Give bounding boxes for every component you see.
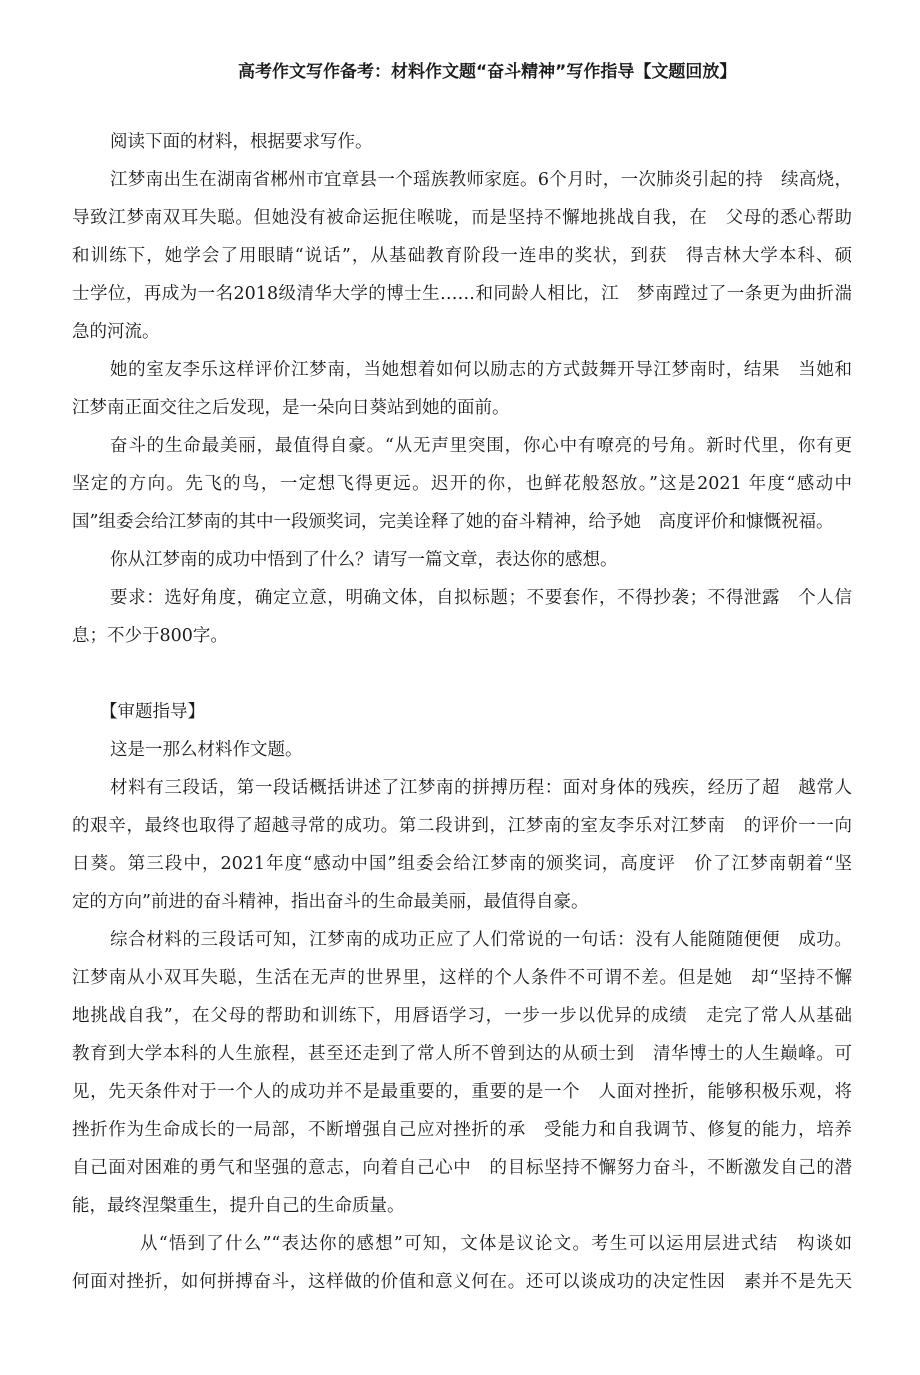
paragraph xyxy=(72,773,852,925)
paragraph xyxy=(72,355,852,431)
text-line: 日葵。第三段中，2021年度“感动中国”组委会给江梦南的颁奖词，高度评 价了江梦南朝着“坚 xyxy=(72,854,852,874)
paragraph xyxy=(72,1229,852,1305)
paragraph xyxy=(72,431,852,545)
blank-line xyxy=(72,659,852,697)
text-line: 材料有三段话，第一段话概括讲述了江梦南的拼搏历程：面对身体的残疾，经历了超 越常人 xyxy=(110,778,852,798)
document-body xyxy=(72,127,852,1305)
text-line: 的艰辛，最终也取得了超越寻常的成功。第二段讲到，江梦南的室友李乐对江梦南 的评价一一向 xyxy=(72,816,852,836)
page-title: 高考作文写作备考：材料作文题“奋斗精神”写作指导【文题回放】 xyxy=(238,62,737,82)
paragraph xyxy=(72,583,852,659)
paragraph xyxy=(72,735,852,773)
text-line: 综合材料的三段话可知，江梦南的成功正应了人们常说的一句话：没有人能随随便便 成功。 xyxy=(110,930,852,950)
text-line: 江梦南从小双耳失聪，生活在无声的世界里，这样的个人条件不可谓不差。但是她 却“坚持不懈 xyxy=(72,968,852,988)
text-line: 江梦南正面交往之后发现，是一朵向日葵站到她的面前。 xyxy=(72,398,510,418)
text-line: 何面对挫折，如何拼搏奋斗，这样做的价值和意义何在。还可以谈成功的决定性因 素并不是先天 xyxy=(72,1272,852,1292)
text-line: 从“悟到了什么”“表达你的感想”可知，文体是议论文。考生可以运用层进式结 构谈如 xyxy=(140,1234,852,1254)
text-line: 定的方向”前进的奋斗精神，指出奋斗的生命最美丽，最值得自豪。 xyxy=(72,892,589,912)
paragraph xyxy=(72,165,852,355)
text-line: 自己面对困难的勇气和坚强的意志，向着自己心中 的目标坚持不懈努力奋斗，不断激发自己的潜 xyxy=(72,1158,852,1178)
text-line: 【审题指导】 xyxy=(100,702,205,722)
text-line: 导致江梦南双耳失聪。但她没有被命运扼住喉咙，而是坚持不懈地挑战自我，在 父母的悉心帮助 xyxy=(72,208,852,228)
text-line: 能，最终涅槃重生，提升自己的生命质量。 xyxy=(72,1196,405,1216)
text-line: 和训练下，她学会了用眼睛“说话”，从基础教育阶段一连串的奖状，到获 得吉林大学本科、硕 xyxy=(72,246,852,266)
text-line: 坚定的方向。先飞的鸟，一定想飞得更远。迟开的你，也鲜花般怒放。”这是2021 年度“感动中 xyxy=(72,474,852,494)
text-line: 士学位，再成为一名2018级清华大学的博士生……和同龄人相比，江 梦南蹚过了一条更为曲折湍 xyxy=(72,284,852,304)
paragraph xyxy=(72,545,852,583)
text-line: 教育到大学本科的人生旅程，甚至还走到了常人所不曾到达的从硕士到 清华博士的人生巅峰。可 xyxy=(72,1044,852,1064)
text-line: 国”组委会给江梦南的其中一段颁奖词，完美诠释了她的奋斗精神，给予她 高度评价和慷慨祝福。 xyxy=(72,512,834,532)
text-line: 急的河流。 xyxy=(72,322,160,342)
text-line: 挫折作为生命成长的一局部，不断增强自己应对挫折的承 受能力和自我调节、修复的能力，培养 xyxy=(72,1120,852,1140)
text-line: 江梦南出生在湖南省郴州市宜章县一个瑶族教师家庭。6个月时，一次肺炎引起的持 续高烧， xyxy=(110,170,852,190)
text-line: 要求：选好角度，确定立意，明确文体，自拟标题；不要套作，不得抄袭；不得泄露 个人信 xyxy=(110,588,852,608)
text-line: 息；不少于800字。 xyxy=(72,626,228,646)
text-line: 见，先天条件对于一个人的成功并不是最重要的，重要的是一个 人面对挫折，能够积极乐观，将 xyxy=(72,1082,852,1102)
section-heading xyxy=(72,697,852,735)
text-line: 阅读下面的材料，根据要求写作。 xyxy=(110,132,373,152)
text-line: 这是一那么材料作文题。 xyxy=(110,740,303,760)
text-line: 奋斗的生命最美丽，最值得自豪。“从无声里突围，你心中有嘹亮的号角。新时代里，你有更 xyxy=(110,436,852,456)
text-line: 你从江梦南的成功中悟到了什么？请写一篇文章，表达你的感想。 xyxy=(110,550,618,570)
text-line: 她的室友李乐这样评价江梦南，当她想着如何以励志的方式鼓舞开导江梦南时，结果 当她和 xyxy=(110,360,852,380)
paragraph xyxy=(72,925,852,1229)
paragraph xyxy=(72,127,852,165)
text-line: 地挑战自我”，在父母的帮助和训练下，用唇语学习，一步一步以优异的成绩 走完了常人从基础 xyxy=(72,1006,852,1026)
